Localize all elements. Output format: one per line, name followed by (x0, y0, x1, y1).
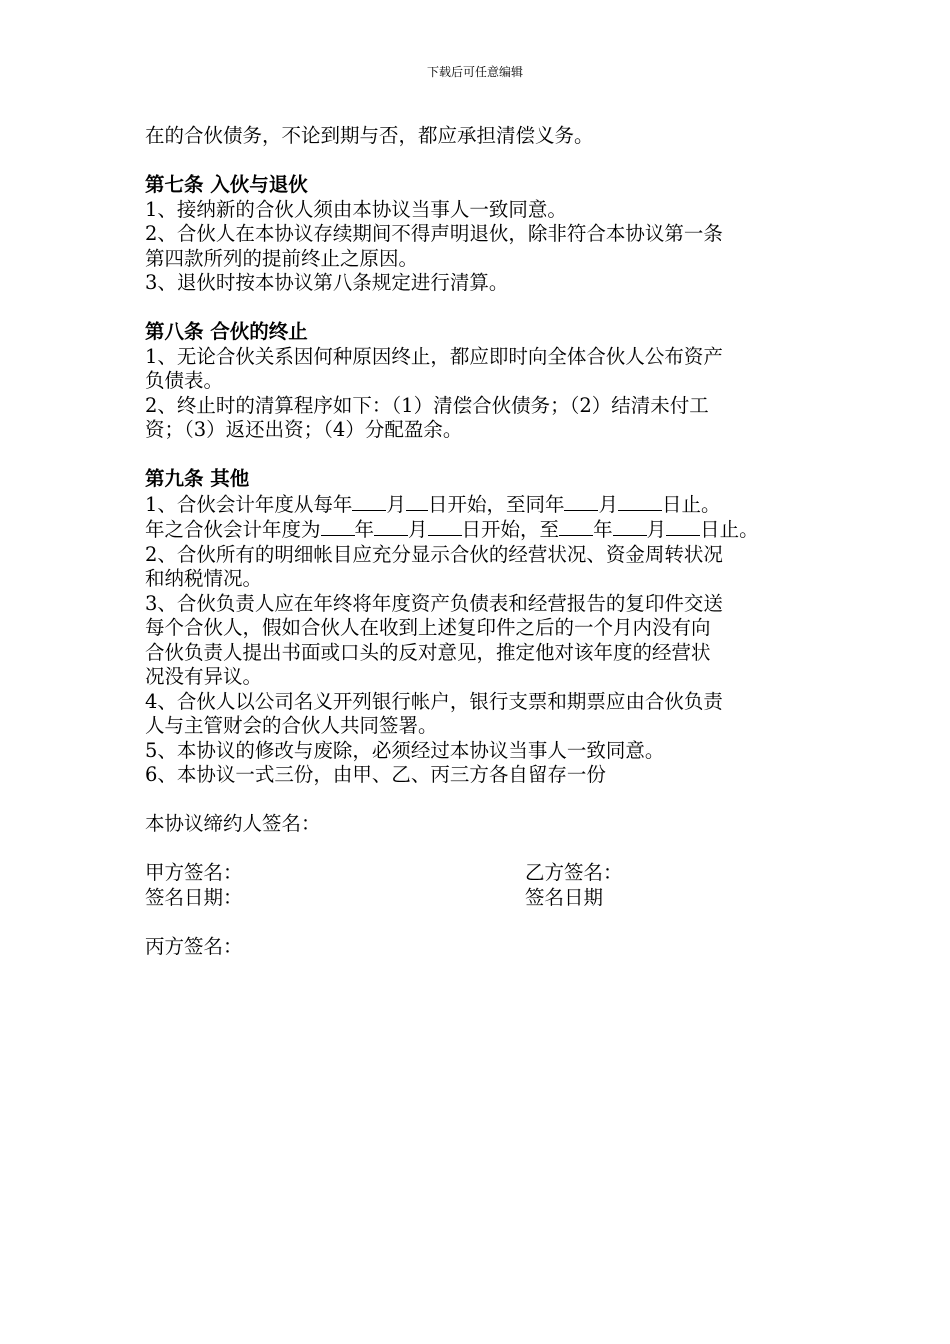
blank-line (666, 517, 700, 536)
spacer (145, 443, 817, 468)
blank-line (564, 492, 598, 511)
blank-line (321, 517, 355, 536)
signatures-intro: 本协议缔约人签名： (145, 812, 321, 835)
section-7-item-2-line-2: 第四款所列的提前终止之原因。 (145, 246, 419, 270)
blank-line (352, 492, 386, 511)
party-b-date-label: 签名日期 (525, 885, 604, 909)
section-9-item-3-line-1: 3、合伙负责人应在年终将年度资产负债表和经营报告的复印件交送 (145, 591, 723, 615)
text-segment: 日开始，至同年 (427, 492, 565, 516)
section-8-heading: 第八条 合伙的终止 (145, 320, 308, 343)
section-8-item-1-line-2: 负债表。 (145, 369, 224, 392)
text-segment: 年 (593, 518, 613, 541)
blank-line (428, 517, 462, 536)
text-segment: 月 (408, 518, 428, 541)
section-9-heading: 第九条 其他 (145, 467, 250, 490)
spacer (145, 837, 817, 862)
text-segment: 日开始，至 (461, 518, 560, 541)
section-7-item-1: 1、接纳新的合伙人须由本协议当事人一致同意。 (145, 197, 567, 221)
text-segment: 月 (646, 518, 667, 541)
page-header: 下载后可任意编辑 (426, 65, 523, 79)
text-segment: 日止。 (700, 518, 759, 541)
signature-row-parties (145, 861, 817, 886)
section-8-item-2-line-1: 2、终止时的清算程序如下：（1）清偿合伙债务；（2）结清未付工 (145, 393, 709, 417)
section-9-item-6: 6、本协议一式三份，由甲、乙、丙三方各自留存一份 (145, 763, 606, 786)
blank-line (559, 517, 593, 536)
signature-row-dates (145, 886, 817, 911)
text-segment: 月 (598, 492, 618, 516)
party-c-signature-label: 丙方签名： (145, 934, 243, 958)
text-segment: 年 (354, 518, 375, 541)
section-9-item-4-line-2: 人与主管财会的合伙人共同签署。 (145, 714, 438, 737)
spacer (145, 296, 817, 321)
section-9-item-2-line-2: 和纳税情况。 (145, 567, 263, 590)
blank-line (374, 517, 408, 536)
spacer (145, 149, 817, 174)
section-9-item-4-line-1: 4、合伙人以公司名义开列银行帐户，银行支票和期票应由合伙负责 (145, 689, 723, 713)
document-body (145, 124, 817, 959)
blank-line (406, 492, 428, 511)
text-segment: 年之合伙会计年度为 (145, 518, 321, 541)
blank-line (618, 492, 662, 511)
blank-line (613, 517, 647, 536)
section-7-item-3: 3、退伙时按本协议第八条规定进行清算。 (145, 271, 509, 294)
section-7-item-2-line-1: 2、合伙人在本协议存续期间不得声明退伙，除非符合本协议第一条 (145, 222, 723, 245)
paragraph-continuation: 在的合伙债务，不论到期与否，都应承担清偿义务。 (145, 124, 594, 147)
section-8-item-2-line-2: 资；（3）返还出资；（4）分配盈余。 (145, 418, 463, 441)
section-9-item-5: 5、本协议的修改与废除，必须经过本协议当事人一致同意。 (145, 738, 665, 762)
section-8-item-1-line-1: 1、无论合伙关系因何种原因终止，都应即时向全体合伙人公布资产 (145, 344, 723, 368)
section-9-item-2-line-1: 2、合伙所有的明细帐目应充分显示合伙的经营状况、资金周转状况 (145, 542, 723, 566)
text-segment: 日止。 (661, 492, 721, 516)
section-7-heading: 第七条 入伙与退伙 (145, 173, 308, 196)
text-segment: 月 (386, 492, 406, 516)
section-9-item-1-line-1 (145, 492, 817, 518)
section-9-item-3-line-3: 合伙负责人提出书面或口头的反对意见，推定他对该年度的经营状 (145, 640, 711, 664)
spacer (145, 788, 817, 813)
party-a-date-label: 签名日期： (145, 885, 243, 909)
party-b-signature-label: 乙方签名： (525, 861, 623, 884)
section-9-item-1-line-2 (145, 517, 817, 543)
section-9-item-3-line-2: 每个合伙人，假如合伙人在收到上述复印件之后的一个月内没有向 (145, 616, 711, 639)
party-a-signature-label: 甲方签名： (145, 861, 243, 884)
spacer (145, 910, 817, 935)
text-segment: 1、合伙会计年度从每年 (145, 492, 353, 516)
section-9-item-3-line-4: 况没有异议。 (145, 665, 263, 688)
